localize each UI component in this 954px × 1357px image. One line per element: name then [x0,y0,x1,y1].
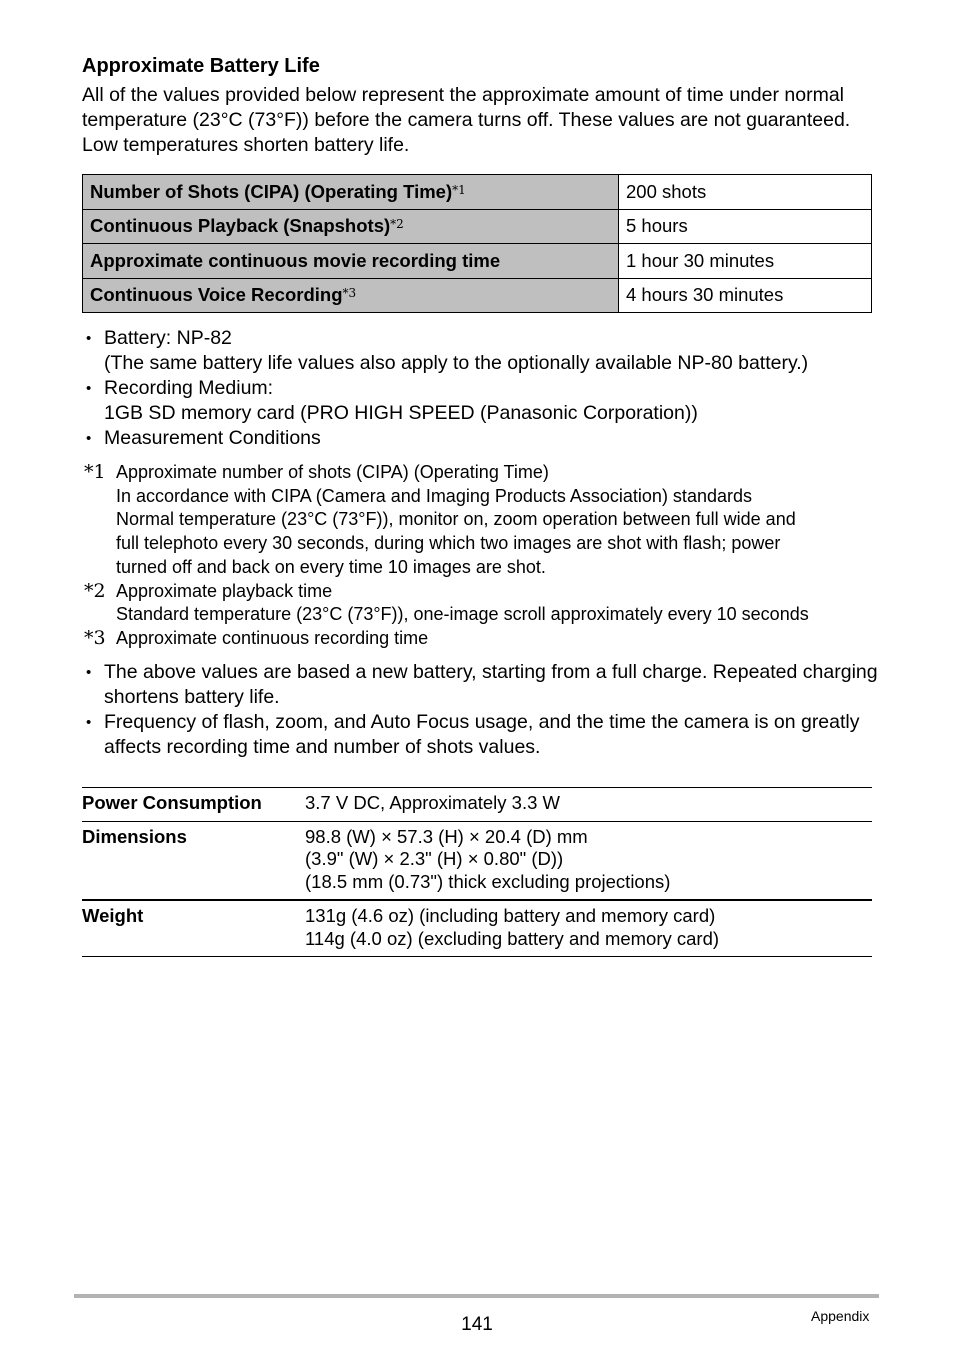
footnote: *1 Approximate number of shots (CIPA) (Operating Time) In accordance with CIPA (Camera and Imaging Products Association) standards Normal temperature (23°C (73°F)), monitor on, zoom operation between full wide and full telephoto every 30 seconds, during which two images are shot with flash; power turned off and back on every time 10 images are shot. [84,461,796,577]
table-row [82,821,872,900]
spec-label: Dimensions [82,825,187,847]
list-item: • Frequency of flash, zoom, and Auto Focus usage, and the time the camera is on greatly affects recording time and number of shots values. [82,710,882,760]
notes-list [82,660,882,760]
spec-value: 3.7 V DC, Approximately 3.3 W [305,792,560,813]
row-label: Continuous Voice Recording$^{*3}$ [83,278,619,313]
table-row [83,278,872,313]
row-label: Approximate continuous movie recording time [83,244,619,279]
spec-label: Weight [82,905,144,926]
list-item: • Recording Medium: 1GB SD memory card (PRO HIGH SPEED (Panasonic Corporation)) [82,376,882,426]
footnotes [82,461,882,651]
row-value: 1 hour 30 minutes [619,244,872,279]
spec-value: 131g (4.6 oz) (including battery and memory card) 114g (4.0 oz) (excluding battery and memory card) [305,905,720,949]
row-value: 4 hours 30 minutes [619,278,872,313]
table-row [82,788,872,822]
row-label: Number of Shots (CIPA) (Operating Time)$^{*1}$ [83,175,619,210]
row-value: 5 hours [619,209,872,244]
list-item: • Battery: NP-82 (The same battery life values also apply to the optionally available NP-80 battery.) [82,326,882,376]
spec-value: 98.8 (W) × 57.3 (H) × 20.4 (D) mm (3.9" (W) × 2.3" (H) × 0.80" (D)) (18.5 mm (0.73") thick excluding projections) [305,825,671,892]
list-item: • Measurement Conditions [82,426,882,451]
table-row [83,209,872,244]
section-label: Appendix [811,1308,870,1324]
footnote-mark: *1 [84,461,106,483]
section-heading: Approximate Battery Life [82,55,320,77]
row-label: Continuous Playback (Snapshots)$^{*2}$ [83,209,619,244]
footnote-mark: *3 [342,286,357,301]
row-value: 200 shots [619,175,872,210]
footnote: *2 Approximate playback time Standard temperature (23°C (73°F)), one-image scroll approximately every 10 seconds [84,579,809,625]
table-row [83,175,872,210]
footnote-mark: *2 [84,579,106,602]
intro-paragraph: All of the values provided below represent the approximate amount of time under normal temperature (23°C (73°F)) before the camera turns off. These values are not guaranteed. Low temperatures shorten battery life. [82,84,851,156]
footnote-mark: *2 [390,217,404,232]
battery-life-table [82,174,872,313]
footnote-mark: *3 [84,626,106,649]
footnote: *3 Approximate continuous recording time [84,626,429,649]
footer-divider [74,1294,879,1298]
page-number: 141 [461,1314,493,1335]
table-row [83,244,872,279]
list-item: • The above values are based a new battery, starting from a full charge. Repeated charging shortens battery life. [82,660,882,710]
spec-label: Power Consumption [82,792,262,813]
footnote-mark: *1 [452,182,466,197]
spec-table [82,787,872,957]
conditions-list [82,326,882,451]
table-row [82,900,872,957]
